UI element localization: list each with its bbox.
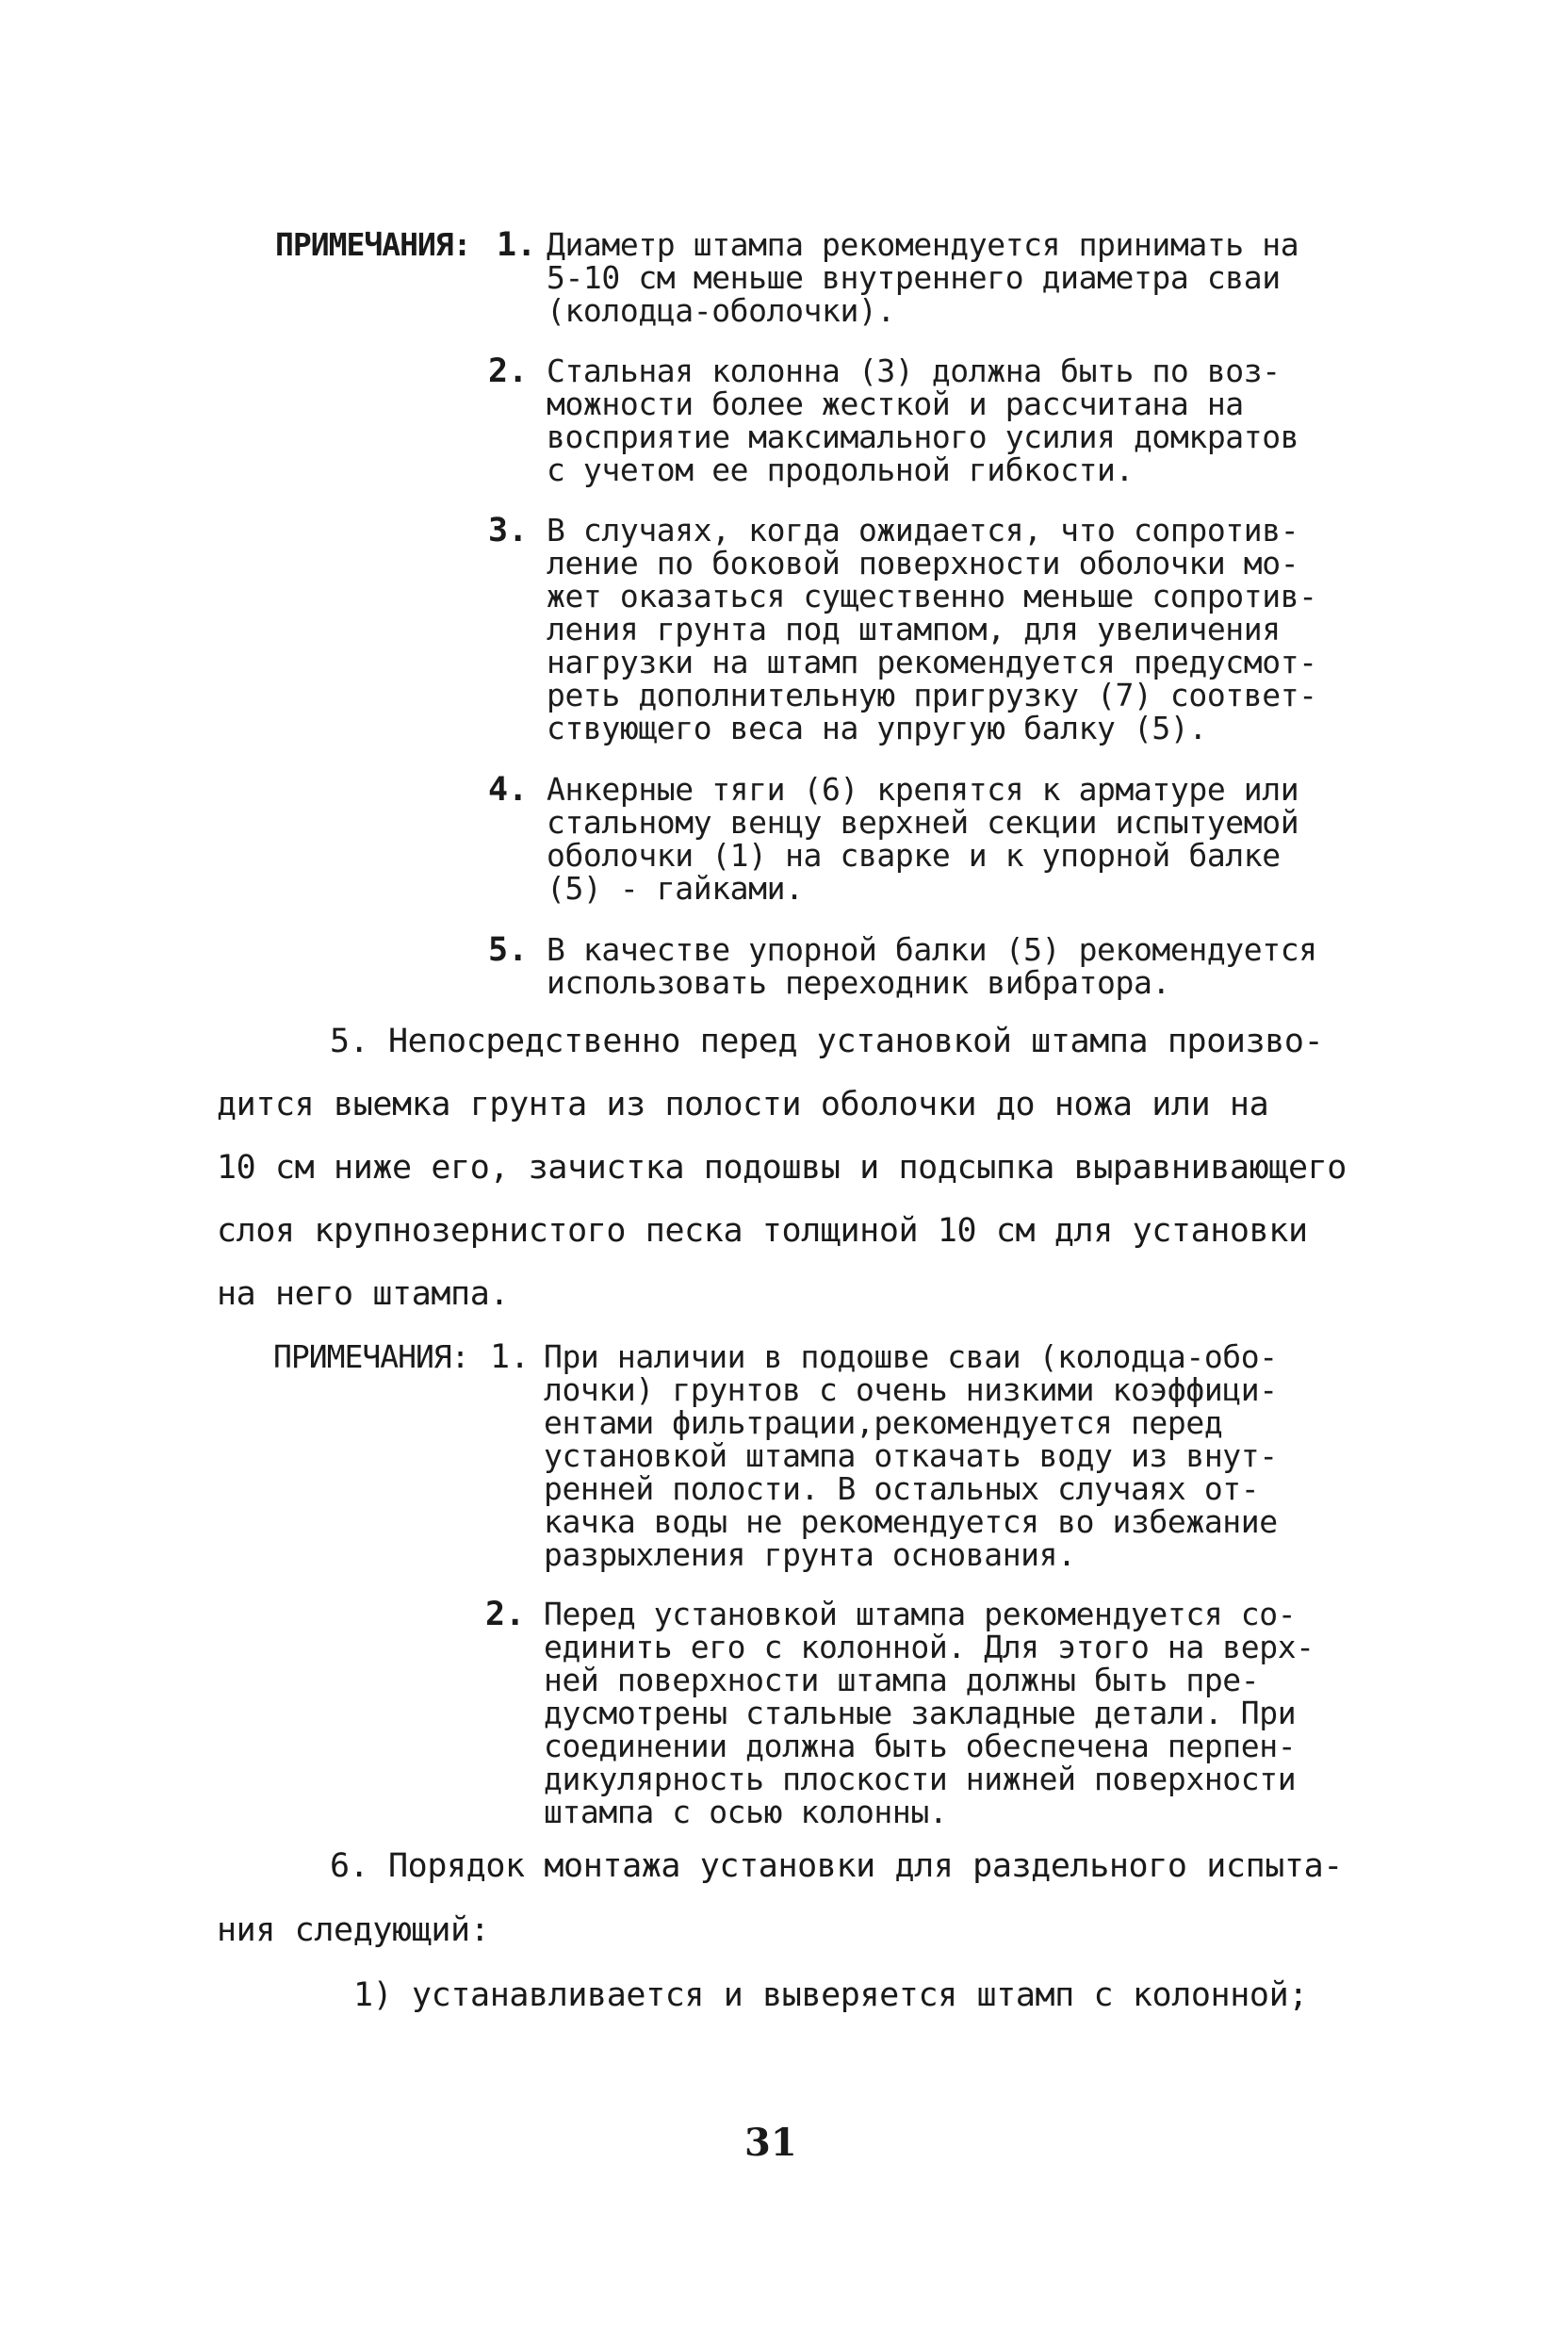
note-2-1-number: 1. — [490, 1338, 531, 1376]
note-2-1-line-4: установкой штампа откачать воду из внут- — [544, 1437, 1278, 1474]
page-number: 31 — [744, 2121, 797, 2165]
note-1-5-line-2: использовать переходник вибратора. — [547, 964, 1170, 1001]
note-1-5-line-1: В качестве упорной балки (5) рекомендуется — [547, 931, 1317, 968]
note-1-3-line-7: ствующего веса на упругую балку (5). — [547, 710, 1207, 746]
note-2-1-line-5: ренней полости. В остальных случаях от- — [544, 1470, 1260, 1507]
note-1-3-line-3: жет оказаться существенно меньше сопротив- — [547, 578, 1317, 615]
note-1-5-number: 5. — [488, 931, 529, 969]
note-1-3-line-2: ление по боковой поверхности оболочки мо- — [547, 545, 1299, 582]
note-1-4-line-4: (5) - гайками. — [547, 870, 804, 907]
note-1-2-line-4: с учетом ее продольной гибкости. — [547, 451, 1134, 488]
note-2-2-line-2: единить его с колонной. Для этого на верх- — [544, 1629, 1315, 1665]
note-1-3-line-4: ления грунта под штампом, для увеличения — [547, 611, 1281, 647]
note-1-3-line-6: реть дополнительную пригрузку (7) соответ- — [547, 677, 1317, 713]
para-5-line-1: 5. Непосредственно перед установкой штампа произво- — [330, 1023, 1324, 1060]
notes-label-1: ПРИМЕЧАНИЯ: — [275, 226, 471, 263]
note-2-1-line-2: лочки) грунтов с очень низкими коэффици- — [544, 1371, 1278, 1408]
note-1-3-line-1: В случаях, когда ожидается, что сопротив- — [547, 512, 1299, 549]
notes-label-2: ПРИМЕЧАНИЯ: — [273, 1338, 469, 1375]
note-2-2-line-6: дикулярность плоскости нижней поверхности — [544, 1761, 1297, 1797]
para-5-line-2: дится выемка грунта из полости оболочки до ножа или на — [217, 1086, 1269, 1123]
para-6-line-1: 6. Порядок монтажа установки для раздельного испыта- — [330, 1847, 1343, 1885]
note-1-2-line-3: восприятие максимального усилия домкратов — [547, 418, 1299, 455]
para-6-line-2: ния следующий: — [217, 1911, 490, 1949]
step-1: 1) устанавливается и выверяется штамп с колонной; — [353, 1976, 1308, 2014]
note-2-2-line-5: соединении должна быть обеспечена перпен- — [544, 1728, 1297, 1764]
note-2-1-line-3: ентами фильтрации,рекомендуется перед — [544, 1404, 1223, 1441]
note-2-1-line-6: качка воды не рекомендуется во избежание — [544, 1503, 1278, 1540]
note-1-4-line-1: Анкерные тяги (6) крепятся к арматуре или — [547, 771, 1299, 808]
para-5-line-5: на него штампа. — [217, 1275, 510, 1313]
note-2-1-line-7: разрыхления грунта основания. — [544, 1536, 1076, 1573]
note-1-2-line-2: можности более жесткой и рассчитана на — [547, 385, 1244, 422]
note-2-2-line-1: Перед установкой штампа рекомендуется со- — [544, 1596, 1297, 1632]
para-5-line-4: слоя крупнозернистого песка толщиной 10 см для установки — [217, 1212, 1308, 1250]
note-2-2-line-7: штампа с осью колонны. — [544, 1794, 948, 1830]
note-2-2-line-3: ней поверхности штампа должны быть пре- — [544, 1662, 1260, 1698]
note-1-4-line-2: стальному венцу верхней секции испытуемой — [547, 804, 1299, 841]
note-2-1-line-1: При наличии в подошве сваи (колодца-обо- — [544, 1338, 1278, 1375]
note-1-2-number: 2. — [488, 352, 529, 390]
note-1-1-number: 1. — [497, 226, 537, 264]
note-1-2-line-1: Стальная колонна (3) должна быть по воз- — [547, 352, 1281, 389]
note-1-1-line-1: Диаметр штампа рекомендуется принимать на — [547, 226, 1299, 263]
note-2-2-number: 2. — [485, 1596, 526, 1633]
note-1-3-line-5: нагрузки на штамп рекомендуется предусмот- — [547, 644, 1317, 680]
note-1-4-line-3: оболочки (1) на сварке и к упорной балке — [547, 837, 1281, 874]
para-5-line-3: 10 см ниже его, зачистка подошвы и подсыпка выравнивающего — [217, 1149, 1347, 1187]
note-1-4-number: 4. — [488, 771, 529, 809]
note-1-1-line-2: 5-10 см меньше внутреннего диаметра сваи — [547, 259, 1281, 296]
note-1-1-line-3: (колодца-оболочки). — [547, 292, 895, 329]
note-2-2-line-4: дусмотрены стальные закладные детали. При — [544, 1695, 1297, 1731]
note-1-3-number: 3. — [488, 512, 529, 549]
